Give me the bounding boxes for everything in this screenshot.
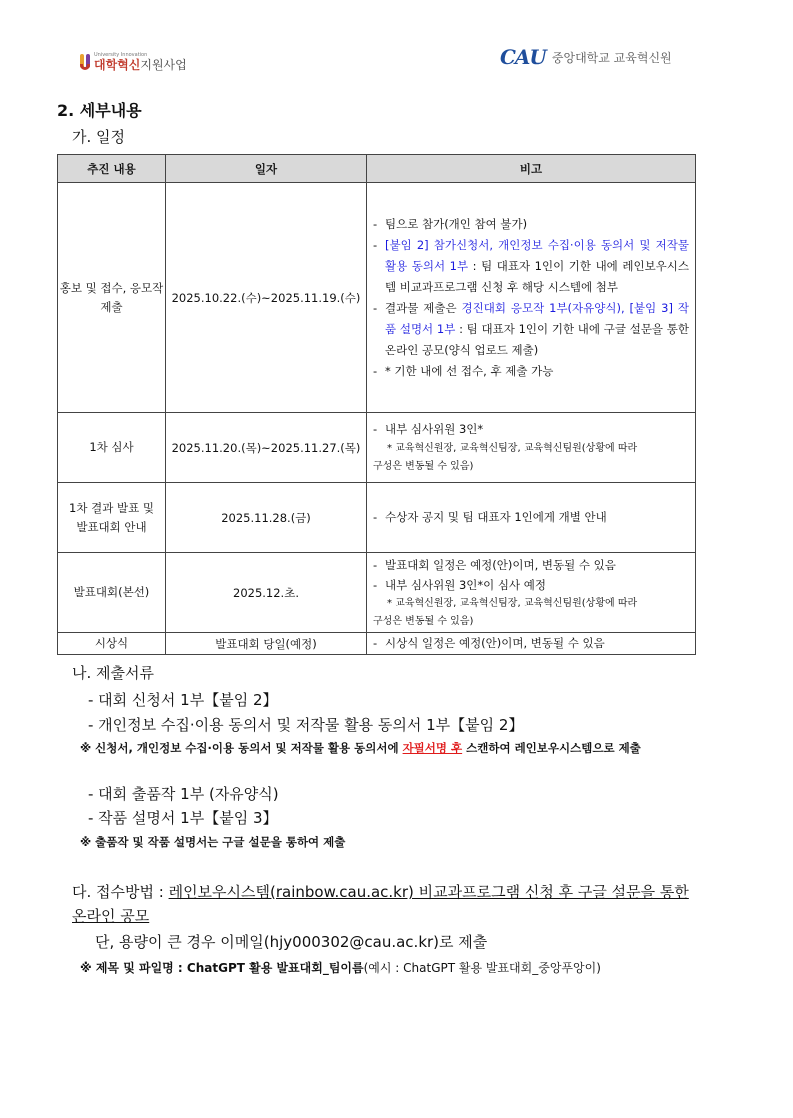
list-item: - 대회 신청서 1부【붙임 2】	[88, 691, 278, 709]
table-row	[58, 483, 696, 553]
subsection-documents-title: 나. 제출서류	[72, 664, 154, 682]
email-alternative: 단, 용량이 큰 경우 이메일(hjy000302@cau.ac.kr)로 제출	[95, 933, 488, 951]
list-item: - 작품 설명서 1부【붙임 3】	[88, 809, 278, 827]
row2-date: 2025.11.20.(목)~2025.11.27.(목)	[166, 413, 367, 483]
schedule-table	[57, 154, 696, 655]
row3-item: 1차 결과 발표 및 발표대회 안내	[58, 483, 166, 553]
row3-note: - 수상자 공지 및 팀 대표자 1인에게 개별 안내	[367, 483, 696, 553]
header-left-main-1: 대학혁신	[94, 58, 141, 72]
submission-method: 다. 접수방법 : 레인보우시스템(rainbow.cau.ac.kr) 비교과프로그램 신청 후 구글 설문을 통한 온라인 공모	[72, 883, 689, 925]
table-row	[58, 553, 696, 633]
header-right-text: 중앙대학교 교육혁신원	[551, 50, 672, 65]
header-right-logo	[500, 44, 672, 70]
row5-note: - 시상식 일정은 예정(안)이며, 변동될 수 있음	[367, 633, 696, 655]
filename-note: ※ 제목 및 파일명 : ChatGPT 활용 발표대회_팀이름(예시 : ChatGPT 활용 발표대회_중앙푸앙이)	[80, 961, 601, 975]
section-title: 2. 세부내용	[57, 101, 142, 120]
header-left-small-text: University Innovation	[94, 52, 148, 58]
submission-method-link-text: 레인보우시스템(rainbow.cau.ac.kr) 비교과프로그램 신청 후 구글 설문을 통한 온라인 공모	[72, 883, 689, 925]
signature-note: ※ 신청서, 개인정보 수집·이용 동의서 및 저작물 활용 동의서에 자필서명 후 스캔하여 레인보우시스템으로 제출	[80, 741, 641, 755]
row1-note: - 팀으로 참가(개인 참여 불가) - [붙임 2] 참가신청서, 개인정보 수집·이용 동의서 및 저작물 활용 동의서 1부 : 팀 대표자 1인이 기한 내에 레인보우시스템 비교과프로그램 신청 후 해당 시스템에 첨부 - 결과물 제출은 경진대회 응모작 1부(자유양식), [붙임 3] 작품 설명서 1부 : 팀 대표자 1인이 기한 내에 구글 설문을 통한 온라인 공모(양식 업로드 제출) - * 기한 내에 선 접수, 후 제출 가능	[367, 183, 696, 413]
row5-date: 발표대회 당일(예정)	[166, 633, 367, 655]
submission-note: ※ 출품작 및 작품 설명서는 구글 설문을 통하여 제출	[80, 835, 346, 849]
row1-date: 2025.10.22.(수)~2025.11.19.(수)	[166, 183, 367, 413]
table-row	[58, 633, 696, 655]
row2-note: - 내부 심사위원 3인* * 교육혁신원장, 교육혁신팀장, 교육혁신팀원(상황에 따라 구성은 변동될 수 있음)	[367, 413, 696, 483]
row4-date: 2025.12.초.	[166, 553, 367, 633]
cau-logo: CAU	[500, 45, 546, 69]
university-innovation-logo-icon	[80, 50, 92, 72]
list-item: - 대회 출품작 1부 (자유양식)	[88, 785, 279, 803]
row1-item: 홍보 및 접수, 응모작 제출	[58, 183, 166, 413]
list-item: - 개인정보 수집·이용 동의서 및 저작물 활용 동의서 1부【붙임 2】	[88, 716, 524, 734]
row5-item: 시상식	[58, 633, 166, 655]
header-item: 추진 내용	[58, 155, 166, 183]
header-left-logo	[80, 44, 187, 72]
header-date: 일자	[166, 155, 367, 183]
subsection-schedule-title: 가. 일정	[72, 128, 126, 146]
table-header-row	[58, 155, 696, 183]
row4-note: - 발표대회 일정은 예정(안)이며, 변동될 수 있음 - 내부 심사위원 3인*이 심사 예정 * 교육혁신원장, 교육혁신팀장, 교육혁신팀원(상황에 따라 구성은 변동될 수 있음)	[367, 553, 696, 633]
row2-item: 1차 심사	[58, 413, 166, 483]
row3-date: 2025.11.28.(금)	[166, 483, 367, 553]
table-row	[58, 413, 696, 483]
header-left-main-2: 지원사업	[140, 58, 187, 72]
row4-item: 발표대회(본선)	[58, 553, 166, 633]
table-row	[58, 183, 696, 413]
header-note: 비고	[367, 155, 696, 183]
